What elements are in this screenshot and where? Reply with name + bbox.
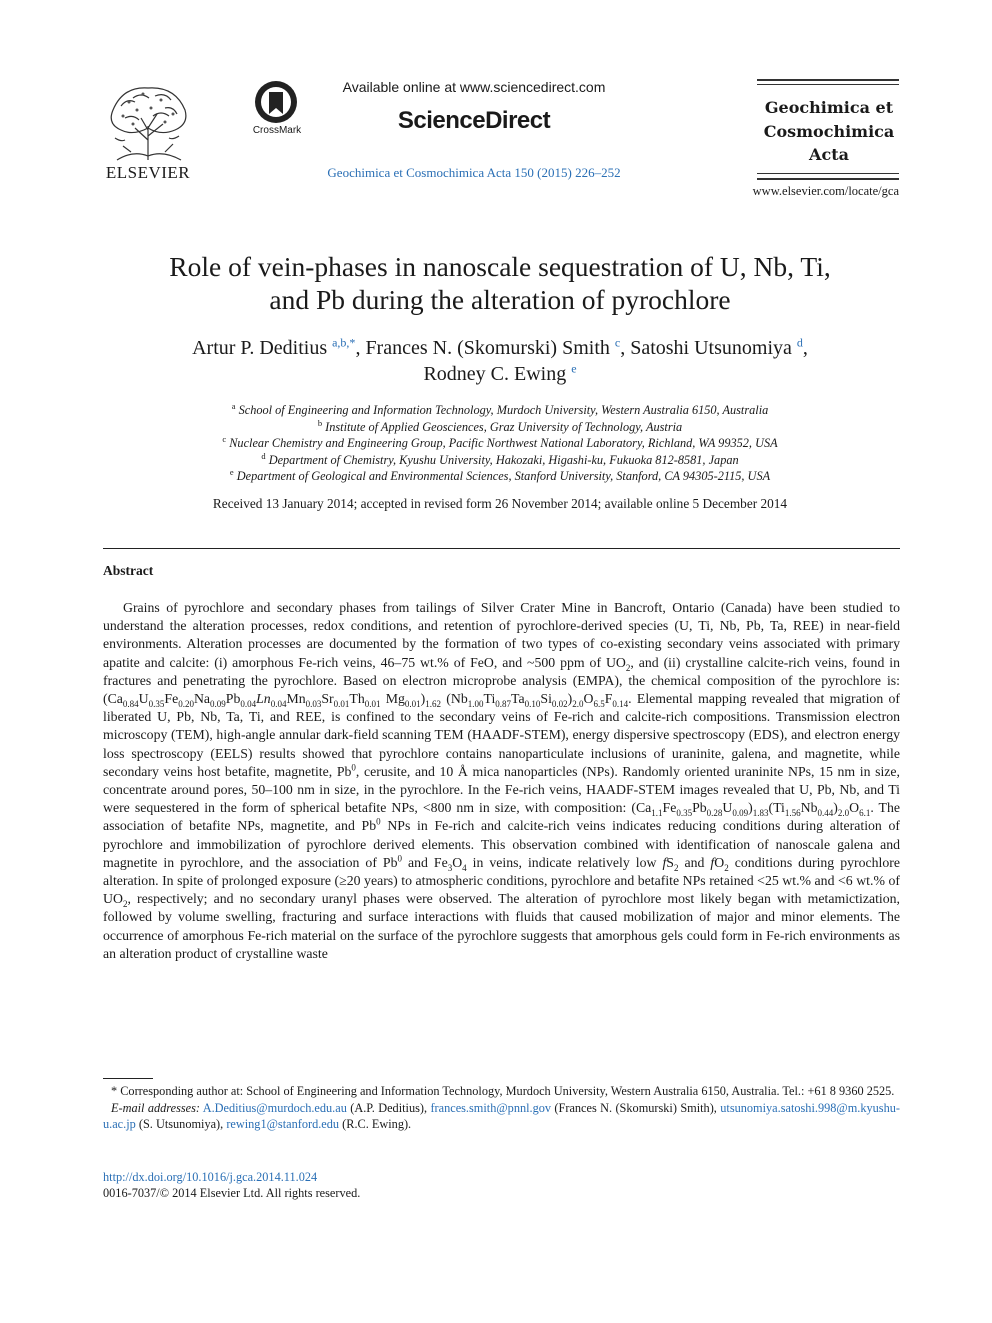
formula-subscript: 2.0 [572, 698, 584, 709]
journal-title-line: Acta [809, 145, 849, 164]
email-link[interactable]: utsunomiya.satoshi.998@m.kyushu-u.ac.jp [103, 1100, 900, 1131]
author-name: Artur P. Deditius [192, 337, 328, 359]
doi-link[interactable]: http://dx.doi.org/10.1016/j.gca.2014.11.024 [103, 1170, 318, 1184]
formula-element: O [849, 800, 860, 816]
formula-subscript: 1.00 [467, 698, 484, 709]
formula-subscript: 1.62 [425, 698, 442, 709]
section-divider [103, 548, 900, 549]
formula-subscript: 2.0 [837, 807, 850, 818]
journal-rule-bottom-thin [757, 173, 899, 174]
formula-subscript: 0.09 [732, 807, 749, 818]
formula-element: F [604, 691, 613, 707]
formula-subscript: 0.04 [240, 698, 257, 709]
footnotes [103, 1083, 900, 1133]
formula-element: (Ca [103, 691, 123, 707]
author-affiliation-mark[interactable]: d [796, 335, 803, 350]
formula-subscript: 0.84 [122, 698, 139, 709]
email-link[interactable]: rewing1@stanford.edu [226, 1117, 340, 1131]
author-affiliation-mark[interactable]: e [571, 361, 577, 376]
author-list: Artur P. Deditius $^{a,b,*}$, Frances N. (Skomurski) Smith $^c$, Satoshi Utsunomiya $^d$, Rodney C. Ewing $^e$ [192, 335, 808, 385]
journal-url[interactable]: www.elsevier.com/locate/gca [752, 184, 899, 198]
formula-element: Pb [692, 800, 707, 816]
formula-subscript: 0.35 [676, 807, 693, 818]
formula-element: (Nb [441, 691, 468, 707]
formula-element: Fe [164, 691, 179, 707]
formula-subscript: 1.83 [752, 807, 769, 818]
formula-element: Mg [380, 691, 405, 707]
footnote-divider [103, 1078, 153, 1079]
author-affiliation-mark[interactable]: c [614, 335, 621, 350]
email-link[interactable]: frances.smith@pnnl.gov [430, 1100, 552, 1115]
formula-element: ) [420, 691, 426, 707]
formula-subscript: 0.20 [178, 698, 194, 709]
formula-subscript: 6.1 [859, 807, 871, 818]
formula-element: O [583, 691, 594, 707]
author-name: Satoshi Utsunomiya [630, 337, 792, 359]
article-dates: Received 13 January 2014; accepted in revised form 26 November 2014; available online 5 December 2014 [212, 496, 788, 511]
elsevier-tree-icon [103, 80, 193, 162]
betafite-formula [631, 800, 871, 818]
affiliation-item: $^c$ Nuclear Chemistry and Engineering Group, Pacific Northwest National Laboratory, Richland, WA 99352, USA [222, 433, 778, 450]
email-addresses: E-mail addresses: A.Deditius@murdoch.edu.au (A.P. Deditius), frances.smith@pnnl.gov (Frances N. (Skomurski) Smith), utsunomiya.satoshi.998@m.kyushu-u.ac.jp (S. Utsunomiya), rewing1@stanford.edu (R.C. Ewing). [103, 1100, 900, 1131]
formula-element: ) [833, 800, 838, 816]
affiliation-item: $^d$ Department of Chemistry, Kyushu University, Hakozaki, Higashi-ku, Fukuoka 812-8581, Japan [261, 450, 739, 467]
formula-subscript: 0.02 [551, 698, 568, 709]
formula-element: U [138, 691, 149, 707]
formula-subscript: 0.01 [404, 698, 421, 709]
formula-subscript: 0.01 [333, 698, 350, 709]
formula-element: Ln [256, 691, 271, 707]
formula-element: Nb [800, 800, 818, 816]
formula-subscript: 0.35 [148, 698, 165, 709]
journal-title [752, 96, 906, 167]
crossmark-icon[interactable] [254, 80, 298, 124]
issn-copyright: 0016-7037/© 2014 Elsevier Ltd. All rights reserved. [103, 1186, 361, 1200]
author-affiliation-mark[interactable]: a,b,* [332, 335, 356, 350]
journal-title-line: Geochimica et [764, 98, 894, 117]
formula-element: Ta [511, 691, 525, 707]
formula-element: Si [540, 691, 552, 707]
journal-title-line: Cosmochimica [763, 121, 895, 141]
abstract-text: Grains of pyrochlore and secondary phases from tailings of Silver Crater Mine in Bancroft, Ontario (Canada) have been studied to understand the alteration processes, redox conditions, and retention of pyrochlore-derived species (U, Ti, Nb, Pb, Ta, REE) in near-field environments. Alteration processes are documented by the formation of two types of co-existing secondary veins associated with primary apatite and calcite: (i) amorphous Fe-rich veins, 46–75 wt.% of FeO, and ~500 ppm of $UO_2$, and (ii) crystalline calcite-rich veins, found in fractures and penetrating the pyrochlore. Based on electron microprobe analysis (EMPA), the chemical composition of the pyrochlore is: ($Ca_{0.84}U_{0.35}Fe_{0.20}Na_{0.09}Pb_{0.04}Ln_{0.04}Mn_{0.03}Sr_{0.01}Th_{0.01}$ $Mg_{0.01})_{1.62}$ $(Nb_{1.00}Ti_{0.87}Ta_{0.10}Si_{0.02})_{2.0}O_{6.5}F_{0.14}$. Elemental mapping revealed that migration of liberated U, Pb, Nb, Ta, Ti, and REE, is confined to the secondary veins of Fe-rich and calcite-rich compositions. Transmission electron microscopy (TEM), high-angle annular dark-field scanning TEM (HAADF-STEM), energy dispersive spectroscopy (EDS), and electron energy loss spectroscopy (EELS) results showed that pyrochlore contains nanoparticulate inclusions of uraninite, galena, and magnetite, while secondary veins host betafite, magnetite, Pb$^0$, cerusite, and 10 Å mica nanoparticles (NPs). Randomly oriented uraninite NPs, 15 nm in size, concentrate around pores, 50–100 nm in size, in the pyrochlore. In the Fe-rich veins, HAADF-STEM images revealed that U, Pb, Nb, and Ti were sequestered in the form of spherical betafite NPs, <800 nm in size, with composition: $(Ca_{1.1}Fe_{0.35}Pb_{0.28}U_{0.09})_{1.83}(Ti_{1.56}Nb_{0.44})_{2.0}O_{6.1}$. The association of betafite NPs, magnetite, and Pb$^0$ NPs in Fe-rich and calcite-rich veins indicates reducing conditions during alteration of pyrochlore and immobilization of pyrochlore derived elements. This observation combined with identification of nanoscale galena and magnetite in pyrochlore, and the association of Pb$^0$ and $Fe_3O_4$ in veins, indicate relatively low $fS_2$ and $fO_2$ conditions during pyrochlore alteration. In spite of prolonged exposure (≥20 years) to atmospheric conditions, pyrochlore and betafite NPs retained <25 wt.% and <6 wt.% of $UO_2$, respectively; and no secondary uranyl phases were observed. The alteration of pyrochlore most likely began with metamictization, followed by volume swelling, fracturing and surface interactions with fluids that caused mobilization of major and minor elements. The occurrence of amorphous Fe-rich material on the surface of the pyrochlore suggests that amorphous gels could form in Fe-rich environments as an alteration product of crystalline waste [103, 600, 901, 961]
available-online-text[interactable]: Available online at www.sciencedirect.com [342, 79, 606, 95]
abstract-heading: Abstract [103, 563, 154, 578]
journal-rule-bottom [757, 178, 899, 180]
crossmark-label: CrossMark [252, 125, 302, 136]
formula-element: Ti [483, 691, 496, 707]
formula-element: ) [748, 800, 753, 816]
formula-element: ) [567, 691, 573, 707]
elsevier-wordmark: ELSEVIER [105, 163, 191, 182]
formula-element: Na [193, 691, 211, 707]
formula-element: Sr [321, 691, 334, 707]
formula-subscript: 6.5 [593, 698, 605, 709]
formula-element: Fe [662, 800, 677, 816]
formula-subscript: 0.87 [495, 698, 512, 709]
formula-element: (Ca [631, 800, 652, 816]
formula-subscript: 0.10 [524, 698, 541, 709]
formula-subscript: 0.04 [270, 698, 287, 709]
formula-subscript: 0.01 [364, 698, 381, 709]
author-name: Frances N. (Skomurski) Smith [365, 337, 610, 359]
journal-rule-top [757, 79, 899, 81]
formula-subscript: 0.03 [305, 698, 322, 709]
affiliation-item: $^b$ Institute of Applied Geosciences, Graz University of Technology, Austria [317, 417, 683, 434]
affiliation-item: $^e$ Department of Geological and Environmental Sciences, Stanford University, Stanford, CA 94305-2115, USA [229, 466, 771, 483]
corresponding-author-note: * Corresponding author at: School of Engineering and Information Technology, Murdoch University, Western Australia 6150, Australia. Tel.: +61 8 9360 2525. [111, 1084, 895, 1098]
affiliation-item: $^a$ School of Engineering and Information Technology, Murdoch University, Western Australia 6150, Australia [231, 400, 769, 417]
author-name: Rodney C. Ewing [423, 363, 567, 385]
formula-element: Th [349, 691, 365, 707]
title-line-2: and Pb during the alteration of pyrochlore [269, 284, 731, 315]
journal-citation-link[interactable]: Geochimica et Cosmochimica Acta 150 (2015) 226–252 [327, 165, 621, 180]
formula-element: U [722, 800, 733, 816]
email-link[interactable]: A.Deditius@murdoch.edu.au [202, 1100, 347, 1115]
formula-subscript: 0.14 [612, 698, 629, 709]
article-title [100, 250, 900, 316]
affiliation-list [100, 402, 900, 485]
formula-subscript: 0.44 [817, 807, 834, 818]
formula-element: Mn [286, 691, 306, 707]
sciencedirect-logo[interactable]: ScienceDirect [397, 107, 551, 134]
pyrochlore-formula [103, 691, 629, 709]
formula-element: Pb [225, 691, 241, 707]
formula-element: (Ti [768, 800, 785, 816]
journal-rule-top-thin [757, 84, 899, 85]
title-line-1: Role of vein-phases in nanoscale sequestration of U, Nb, Ti, [169, 251, 831, 282]
formula-subscript: 1.1 [651, 807, 663, 818]
formula-subscript: 0.09 [210, 698, 226, 709]
formula-subscript: 0.28 [706, 807, 723, 818]
formula-subscript: 1.56 [784, 807, 801, 818]
